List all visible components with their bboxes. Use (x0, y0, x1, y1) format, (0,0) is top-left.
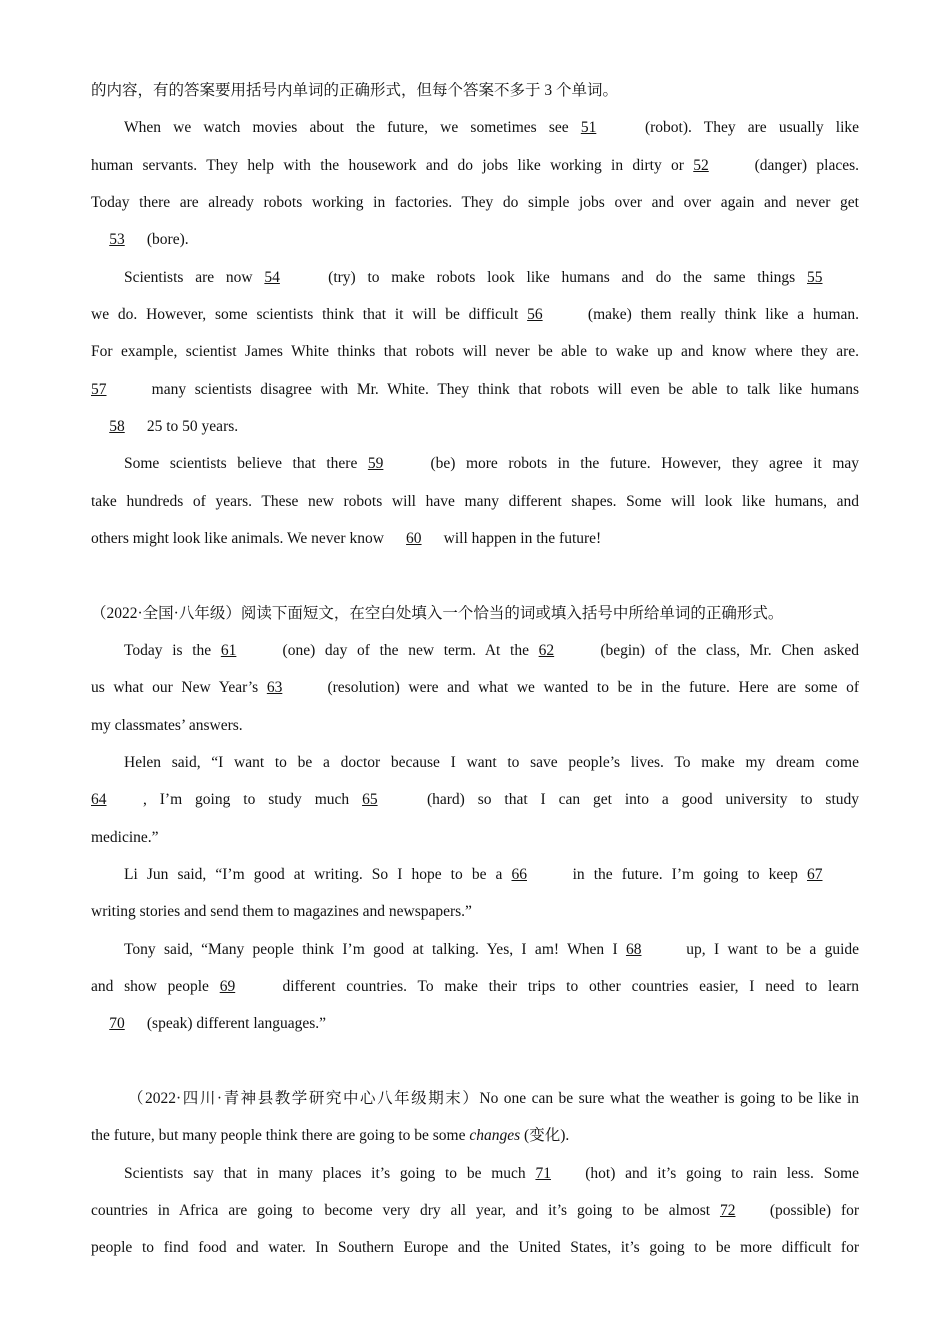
blank-71[interactable]: 71 (535, 1165, 551, 1182)
text: up, I want to be a guide (686, 941, 860, 958)
text: For example, scientist James White thinks that robots will never be able to wake up and know where they are. (91, 343, 859, 360)
p1-line-4 (91, 228, 859, 252)
blank-60[interactable]: 60 (406, 530, 422, 547)
blank-63[interactable]: 63 (266, 679, 283, 696)
blank-72[interactable]: 72 (719, 1202, 736, 1219)
p2-4-line-1 (124, 938, 859, 962)
p2-line-1 (124, 266, 859, 290)
text: writing stories and send them to magazines and newspapers.” (91, 903, 472, 920)
blank-57[interactable]: 57 (91, 381, 107, 398)
text: (begin) of the class, Mr. Chen asked (600, 642, 860, 659)
p3-line-3 (91, 527, 859, 551)
text: (hard) so that I can get into a good university to study (426, 791, 859, 808)
blank-67[interactable]: 67 (806, 866, 823, 883)
p2-2-line-2 (91, 788, 859, 812)
p1-line-2 (91, 154, 859, 178)
blank-65[interactable]: 65 (362, 791, 378, 808)
text: (be) more robots in the future. However, they agree it may (430, 455, 860, 472)
p3-line-intro-2 (91, 1124, 859, 1148)
text: us what our New Year’s (91, 679, 259, 696)
blank-58[interactable]: 58 (109, 418, 125, 435)
blank-53[interactable]: 53 (109, 231, 125, 248)
blank-52[interactable]: 52 (693, 157, 709, 174)
p2-1-line-2 (91, 676, 859, 700)
text: people to find food and water. In Southern Europe and the United States, it’s going to be more difficult for (91, 1239, 859, 1256)
text: human servants. They help with the housework and do jobs like working in dirty or (91, 157, 684, 174)
p3-1-line-2 (91, 1199, 859, 1223)
p1-line-1 (124, 116, 859, 140)
text: Scientists say that in many places it’s going to be much (124, 1165, 526, 1182)
source-label: （2022·四川·青神县教学研究中心八年级期末） (128, 1090, 480, 1107)
text: Today there are already robots working in factories. They do simple jobs over and over again and never get (91, 194, 859, 211)
text: my classmates’ answers. (91, 717, 243, 734)
p2-3-line-2 (91, 900, 859, 924)
p2-line-2 (91, 303, 859, 327)
text: (bore). (146, 231, 189, 248)
text: many scientists disagree with Mr. White. They think that robots will even be able to talk like humans (151, 381, 859, 398)
p2-2-line-3 (91, 826, 859, 850)
text: (possible) for (769, 1202, 860, 1219)
text: (speak) different languages.” (146, 1015, 327, 1032)
text: Today is the (124, 642, 212, 659)
italic-word: changes (469, 1127, 521, 1144)
text: (resolution) were and what we wanted to be in the future. Here are some of (327, 679, 860, 696)
blank-69[interactable]: 69 (219, 978, 236, 995)
text: , I’m going to study much (143, 791, 350, 808)
text: medicine.” (91, 829, 159, 846)
p2-1-line-1 (124, 639, 859, 663)
blank-59[interactable]: 59 (367, 455, 384, 472)
p2-4-line-3 (91, 1012, 859, 1036)
text: (变化). (524, 1127, 570, 1144)
p3-1-line-1 (124, 1162, 859, 1186)
blank-66[interactable]: 66 (511, 866, 527, 883)
p3-line-1 (124, 452, 859, 476)
p2-line-3 (91, 340, 859, 364)
blank-55[interactable]: 55 (807, 269, 823, 286)
text: No one can be sure what the weather is going to be like in (479, 1090, 860, 1107)
text: others might look like animals. We never know (91, 530, 384, 547)
text: 25 to 50 years. (146, 418, 239, 435)
blank-70[interactable]: 70 (109, 1015, 125, 1032)
blank-51[interactable]: 51 (580, 119, 597, 136)
text: we do. However, some scientists think that it will be difficult (91, 306, 519, 323)
text: will happen in the future! (443, 530, 602, 547)
text: (hot) and it’s going to rain less. Some (585, 1165, 860, 1182)
blank-68[interactable]: 68 (625, 941, 642, 958)
text: the future, but many people think there are going to be some (91, 1127, 466, 1144)
text: in the future. I’m going to keep (572, 866, 798, 883)
text: (robot). They are usually like (644, 119, 859, 136)
text: countries in Africa are going to become very dry all year, and it’s going to be almost (91, 1202, 711, 1219)
p2-1-line-3 (91, 714, 859, 738)
text: Helen said, “I want to be a doctor because I want to save people’s lives. To make my dream come (124, 754, 859, 771)
passage-2-header (91, 602, 859, 626)
p2-line-4 (91, 378, 859, 402)
text: (try) to make robots look like humans and do the same things (328, 269, 796, 286)
passage-3-header (128, 1087, 859, 1111)
text: （2022·全国·八年级）阅读下面短文，在空白处填入一个恰当的词或填入括号中所给单词的正确形式。 (91, 605, 784, 622)
text: Tony said, “Many people think I’m good at talking. Yes, I am! When I (124, 941, 618, 958)
text: Li Jun said, “I’m good at writing. So I hope to be a (124, 866, 503, 883)
blank-64[interactable]: 64 (91, 791, 107, 808)
p2-line-5 (91, 415, 859, 439)
text: Some scientists believe that there (124, 455, 358, 472)
text: Scientists are now (124, 269, 253, 286)
blank-56[interactable]: 56 (527, 306, 543, 323)
blank-54[interactable]: 54 (264, 269, 280, 286)
text: When we watch movies about the future, we sometimes see (124, 119, 569, 136)
p1-line-3 (91, 191, 859, 215)
text: and show people (91, 978, 209, 995)
p2-2-line-1 (124, 751, 859, 775)
text: (make) them really think like a human. (587, 306, 860, 323)
text: (danger) places. (754, 157, 860, 174)
blank-62[interactable]: 62 (538, 642, 555, 659)
p3-line-2 (91, 490, 859, 514)
p2-3-line-1 (124, 863, 859, 887)
p2-4-line-2 (91, 975, 859, 999)
text: different countries. To make their trips to other countries easier, I need to learn (282, 978, 860, 995)
intro-text: 的内容，有的答案要用括号内单词的正确形式，但每个答案不多于 3 个单词。 (91, 82, 619, 99)
p3-1-line-3 (91, 1236, 859, 1260)
text: (one) day of the new term. At the (282, 642, 529, 659)
blank-61[interactable]: 61 (220, 642, 237, 659)
text: take hundreds of years. These new robots will have many different shapes. Some will look like humans, and (91, 493, 859, 510)
intro-line (91, 79, 859, 103)
